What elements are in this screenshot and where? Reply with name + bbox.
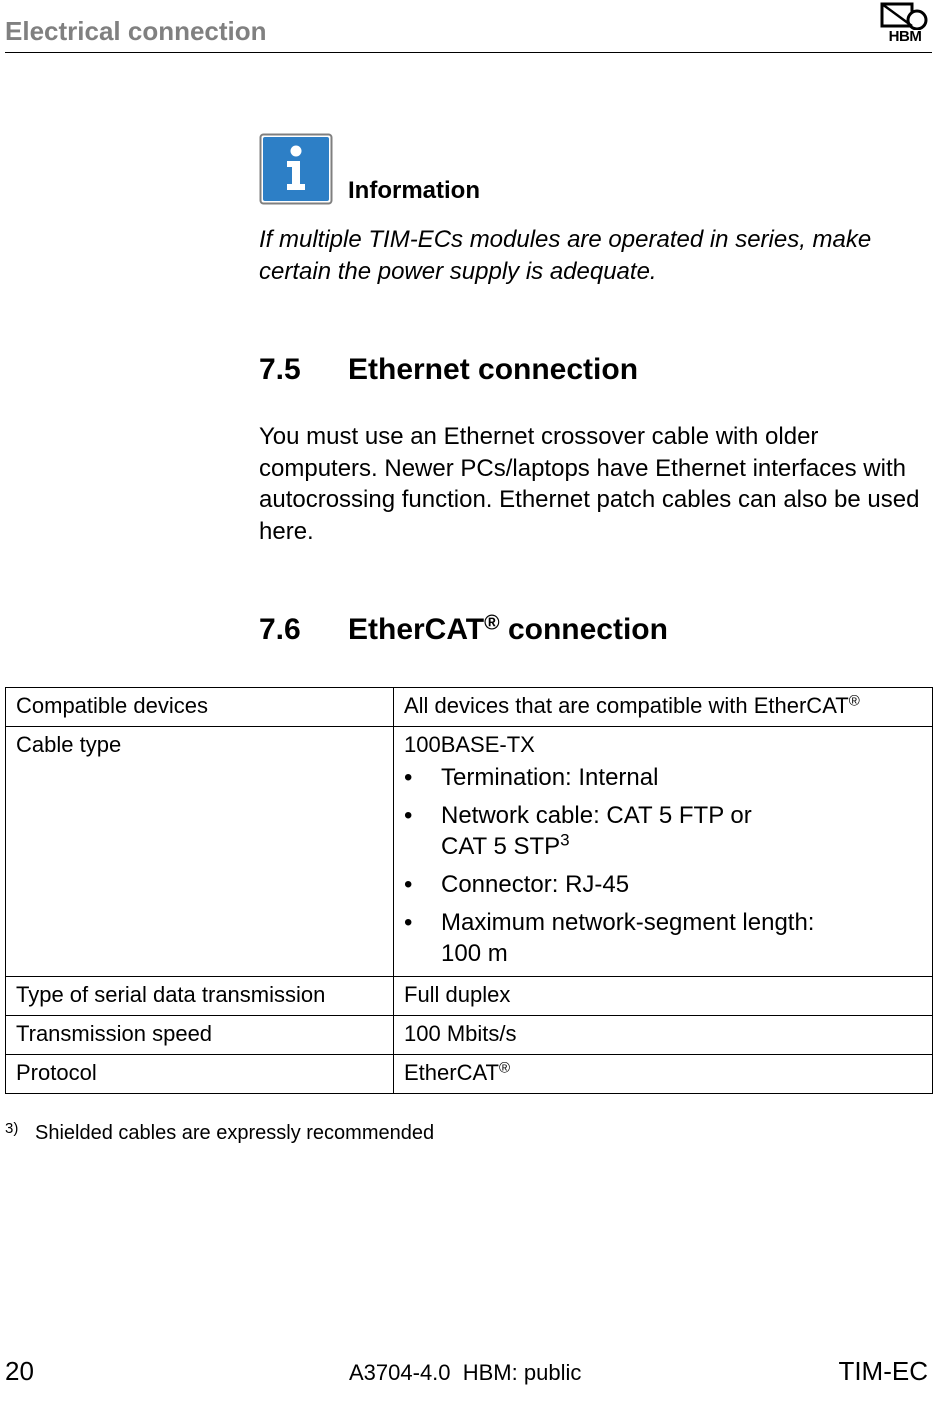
footnote-ref: 3 [560, 830, 570, 850]
table-row [6, 727, 933, 977]
section-body: You must use an Ethernet crossover cable with older computers. Newer PCs/laptops have Ethernet interfaces with autocrossing function. Ethernet patch cables can also be used here. [259, 423, 920, 545]
table-cell-value [394, 727, 933, 977]
registered-mark: ® [484, 611, 500, 635]
page-number: 20 [5, 1356, 34, 1386]
list-item-text-line2: 100 m [441, 940, 508, 967]
table-cell-label: Cable type [6, 727, 394, 977]
table-cell-value [394, 688, 933, 727]
table-cell-label: Protocol [6, 1055, 394, 1094]
table-cell-label: Compatible devices [6, 688, 394, 727]
table-cell-value: 100 Mbits/s [394, 1016, 933, 1055]
table-cell-value-text: EtherCAT [404, 1060, 499, 1085]
bullet-list [404, 762, 922, 969]
footnote-text: Shielded cables are expressly recommended [35, 1122, 435, 1144]
list-item [404, 869, 922, 900]
table-cell-value-text: 100BASE-TX [404, 732, 535, 757]
section-title: Ethernet connection [348, 353, 639, 386]
bullet-icon: • [404, 909, 413, 936]
list-item-text: Termination: Internal [441, 764, 659, 791]
header-rule [5, 52, 932, 53]
section-title [348, 613, 668, 647]
section-title-text: EtherCAT [348, 613, 485, 646]
footer-product: TIM-EC [838, 1356, 928, 1386]
registered-mark: ® [498, 1059, 511, 1077]
table-row [6, 688, 933, 727]
table-row [6, 977, 933, 1016]
registered-mark: ® [848, 692, 860, 710]
table-cell-label: Type of serial data transmission [6, 977, 394, 1016]
table-cell-value: Full duplex [394, 977, 933, 1016]
hbm-logo [879, 2, 931, 46]
bullet-icon: • [404, 871, 413, 898]
footnote-mark: 3) [5, 1120, 19, 1137]
table-cell-value [394, 1055, 933, 1094]
list-item [404, 762, 922, 793]
section-title-suffix: connection [499, 613, 668, 646]
hbm-logo-text: HBM [888, 28, 922, 45]
info-text: If multiple TIM-ECs modules are operated in series, make certain the power supply is adequate. [259, 226, 872, 285]
page-header-title: Electrical connection [5, 16, 267, 46]
table-cell-value-text: All devices that are compatible with EtherCAT [404, 693, 849, 718]
table-cell-label: Transmission speed [6, 1016, 394, 1055]
bullet-icon: • [404, 802, 413, 829]
list-item-text: Connector: RJ-45 [441, 871, 630, 898]
list-item [404, 907, 922, 969]
section-number: 7.6 [259, 613, 301, 646]
footer-doc-ref: A3704-4.0 HBM: public [349, 1360, 582, 1385]
hbm-logo-icon [879, 2, 931, 30]
section-number: 7.5 [259, 353, 301, 386]
table-row [6, 1055, 933, 1094]
spec-table [5, 687, 933, 1094]
list-item [404, 800, 922, 862]
table-row [6, 1016, 933, 1055]
info-icon [259, 133, 333, 205]
info-title: Information [348, 177, 480, 204]
list-item-text-line2: CAT 5 STP [441, 833, 561, 860]
bullet-icon: • [404, 764, 413, 791]
list-item-text: Maximum network-segment length: [441, 909, 815, 936]
list-item-text: Network cable: CAT 5 FTP or [441, 802, 752, 829]
